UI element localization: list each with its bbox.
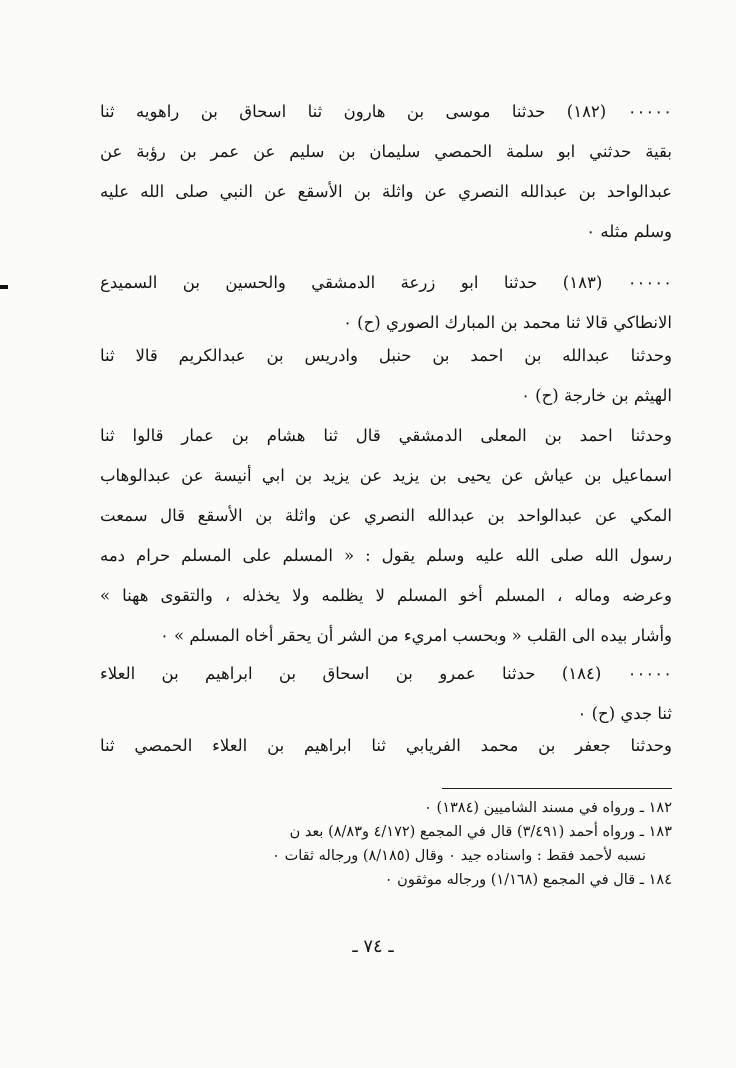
text-line: وحدثنا جعفر بن محمد الفريابي ثنا ابراهيم بن العلاء الحمصي ثنا bbox=[100, 736, 672, 755]
text-line: الانطاكي قالا ثنا محمد بن المبارك الصوري (ح) ٠ bbox=[343, 313, 672, 332]
paragraph-hadith-182 bbox=[100, 92, 672, 252]
footnote-183-continued: نسبه لأحمد فقط : واسناده جيد ٠ وقال (٨/١٨٥) ورجاله ثقات ٠ bbox=[272, 848, 646, 864]
text-line: المكي عن عبدالواحد بن عبدالله النصري عن واثلة بن الأسقع قال سمعت bbox=[100, 506, 672, 525]
footnote-184: ١٨٤ ـ قال في المجمع (١/١٦٨) ورجاله موثقون ٠ bbox=[384, 872, 672, 888]
text-line: ٠٠٠٠٠ (١٨٤) حدثنا عمرو بن اسحاق بن ابراهيم بن العلاء bbox=[100, 664, 672, 683]
paragraph-hadith-text bbox=[100, 416, 672, 656]
paragraph-chain-2 bbox=[100, 336, 672, 416]
paragraph-hadith-183 bbox=[100, 263, 672, 343]
paragraph-hadith-184 bbox=[100, 654, 672, 734]
margin-mark bbox=[0, 285, 8, 289]
text-line: ٠٠٠٠٠ (١٨٣) حدثنا ابو زرعة الدمشقي والحسين بن السميدع bbox=[100, 273, 672, 292]
text-line: الهيثم بن خارجة (ح) ٠ bbox=[521, 386, 672, 405]
text-line: عبدالواحد بن عبدالله النصري عن واثلة بن الأسقع عن النبي صلى الله عليه bbox=[100, 182, 672, 201]
text-line: ثنا جدي (ح) ٠ bbox=[577, 704, 672, 723]
text-line: وعرضه وماله ، المسلم أخو المسلم لا يظلمه ولا يخذله ، والتقوى ههنا » bbox=[100, 586, 672, 605]
text-line: وسلم مثله ٠ bbox=[586, 222, 672, 241]
text-line: رسول الله صلى الله عليه وسلم يقول : « المسلم على المسلم حرام دمه bbox=[100, 546, 672, 565]
footnotes bbox=[100, 796, 672, 892]
text-line: وحدثنا احمد بن المعلى الدمشقي قال ثنا هشام بن عمار قالوا ثنا bbox=[100, 426, 672, 445]
text-line: وحدثنا عبدالله بن احمد بن حنبل وادريس بن عبدالكريم قالا ثنا bbox=[100, 346, 672, 365]
footnote-182: ١٨٢ ـ ورواه في مسند الشاميين (١٣٨٤) ٠ bbox=[424, 800, 672, 816]
text-line: بقية حدثني ابو سلمة الحمصي سليمان بن سليم عن عمر بن رؤبة عن bbox=[100, 142, 672, 161]
text-line: وأشار بيده الى القلب « وبحسب امريء من الشر أن يحقر أخاه المسلم » ٠ bbox=[159, 626, 672, 645]
paragraph-chain-3 bbox=[100, 726, 672, 766]
text-line: ٠٠٠٠٠ (١٨٢) حدثنا موسى بن هارون ثنا اسحاق بن راهويه ثنا bbox=[100, 102, 672, 121]
footnote-183: ١٨٣ ـ ورواه أحمد (٣/٤٩١) قال في المجمع (٤/١٧٢ و٨/٨٣) بعد ن bbox=[289, 824, 672, 840]
text-line: اسماعيل بن عياش عن يحيى بن يزيد عن يزيد بن ابي أنيسة عن عبدالوهاب bbox=[100, 466, 672, 485]
page-number: ـ ٧٤ ـ bbox=[352, 936, 394, 957]
footnote-divider bbox=[442, 788, 672, 789]
